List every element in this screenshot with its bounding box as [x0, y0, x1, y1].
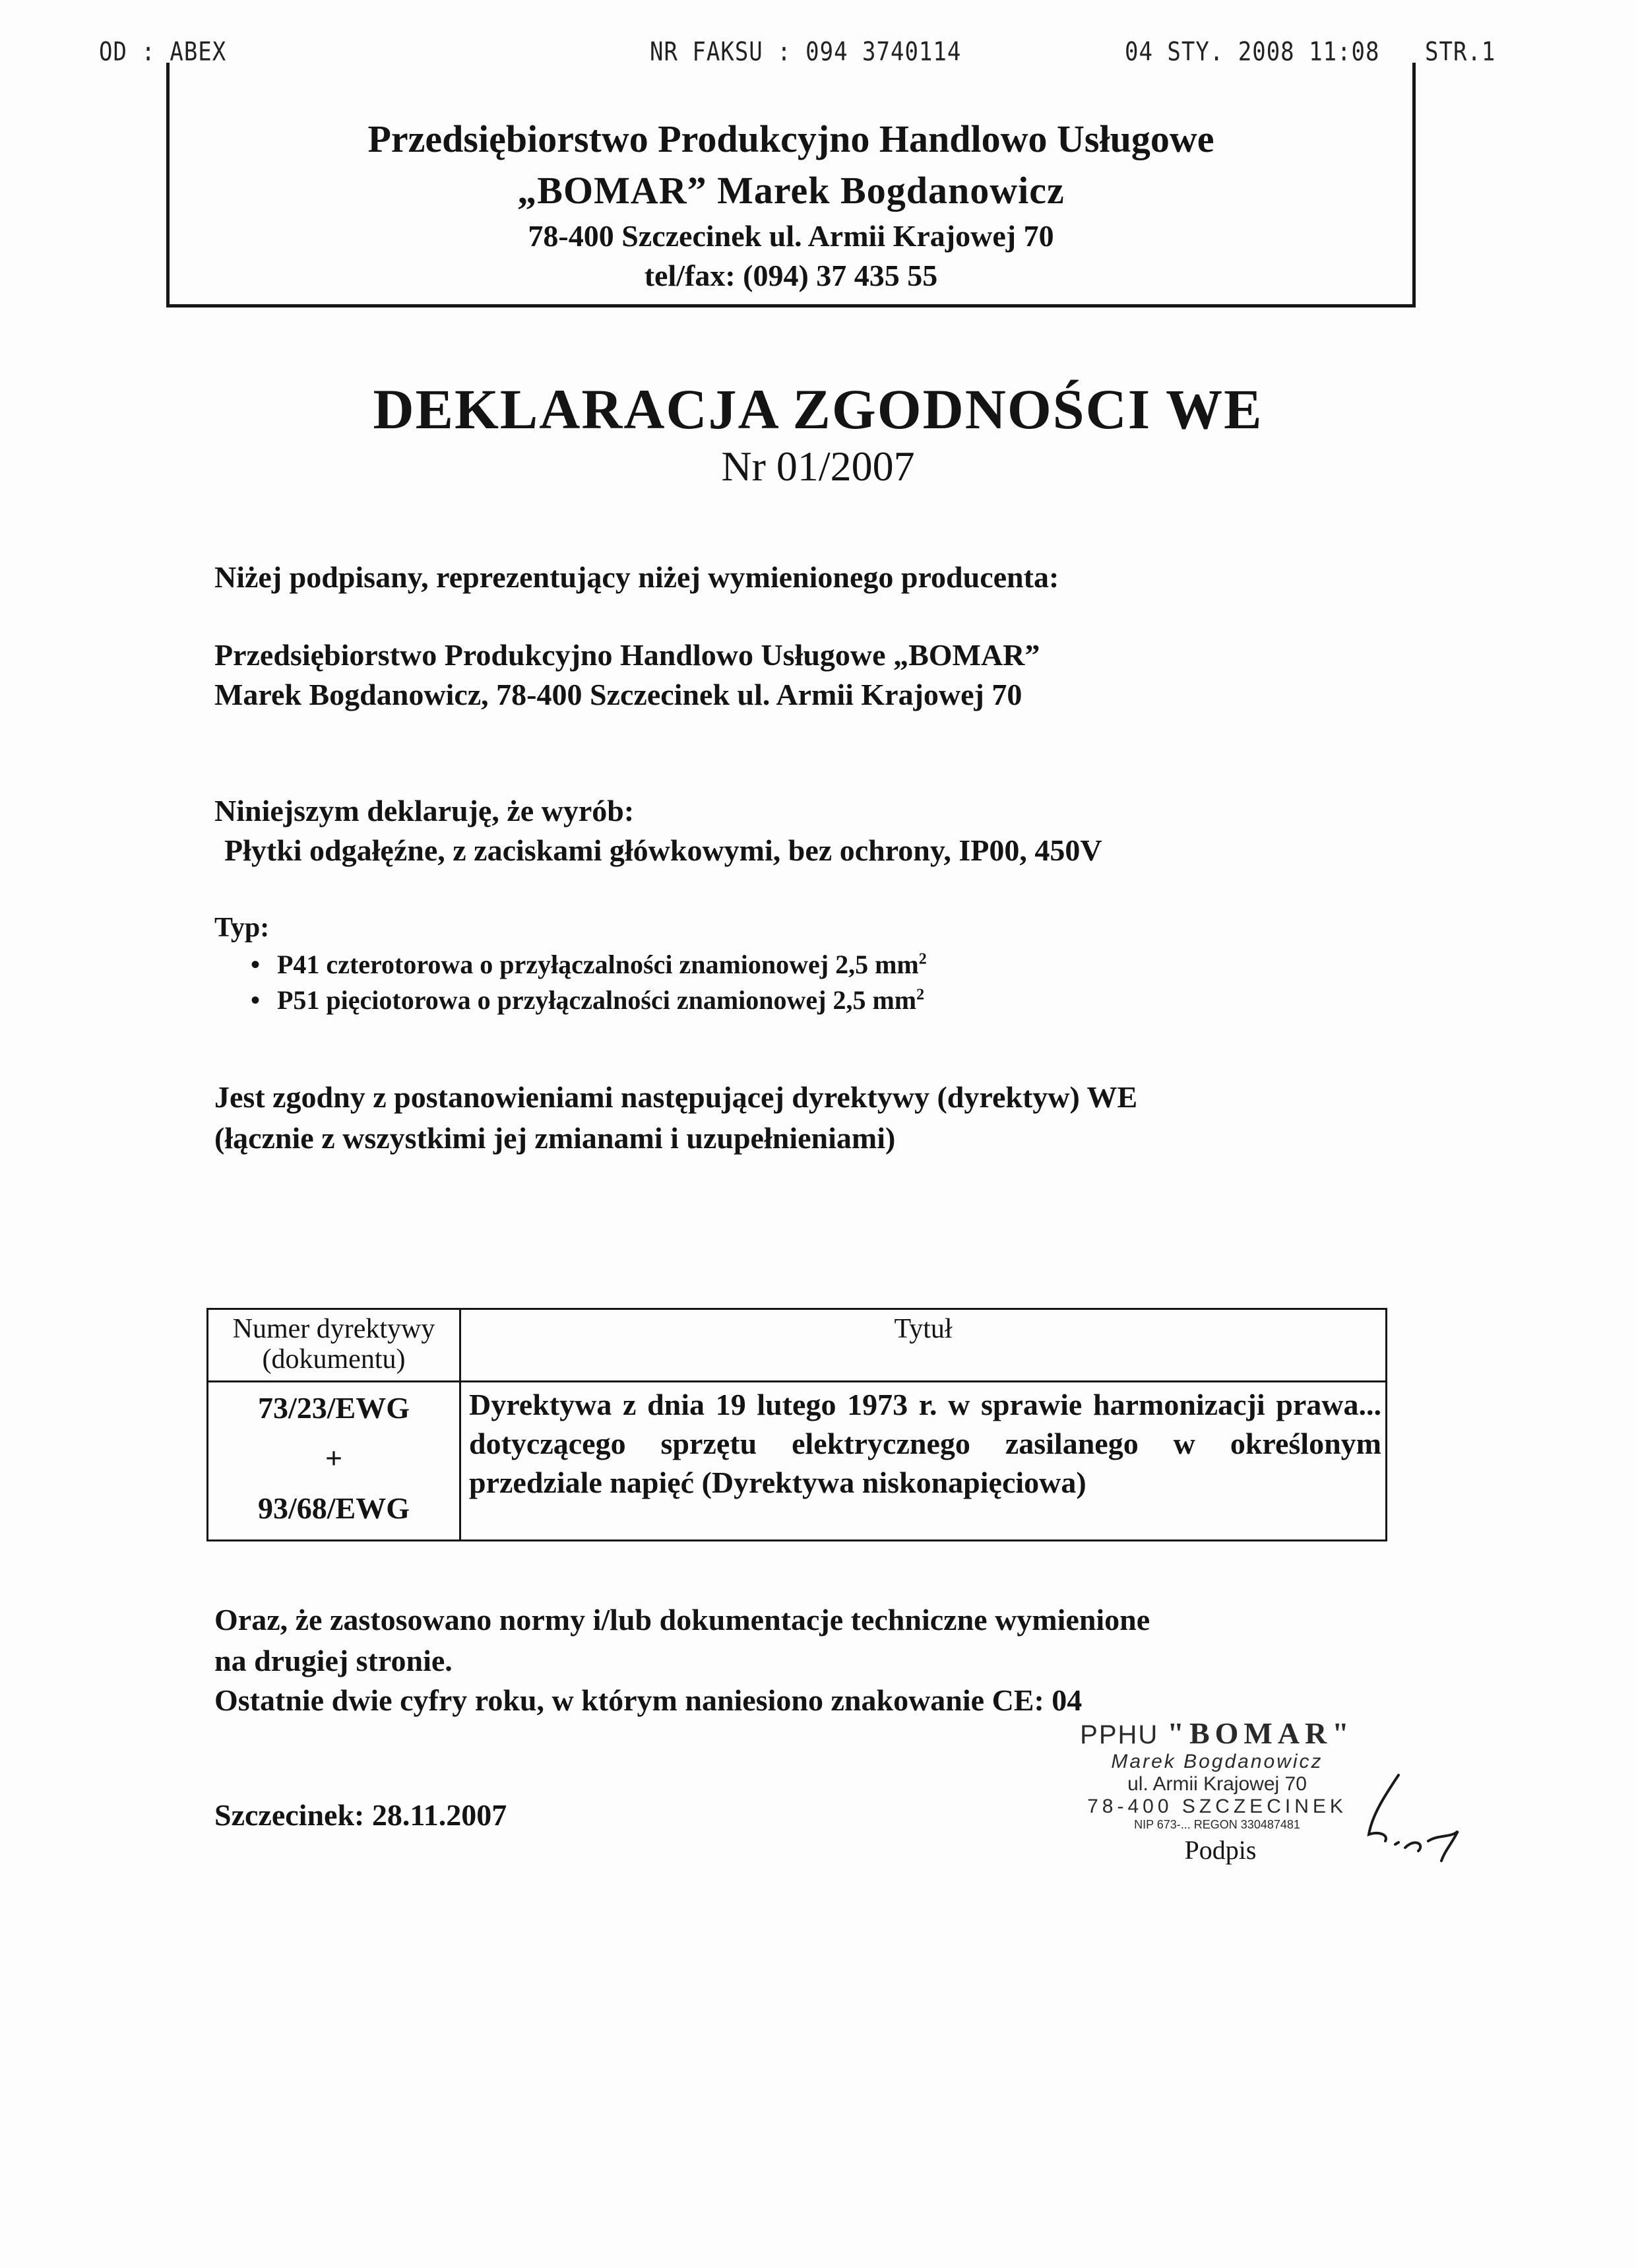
type-item [251, 985, 925, 1016]
handwritten-signature-icon [1359, 1768, 1478, 1867]
closing-line-3: Ostatnie dwie cyfry roku, w którym naniesiono znakowanie CE: 04 [214, 1683, 1083, 1717]
stamp-street: ul. Armii Krajowej 70 [1127, 1773, 1307, 1795]
column-header-title: Tytuł [460, 1309, 1387, 1382]
letterhead-phone: tel/fax: (094) 37 435 55 [644, 259, 938, 292]
bullet-icon: • [251, 985, 261, 1015]
document-title: DEKLARACJA ZGODNOŚCI WE [373, 377, 1263, 441]
types-label: Typ: [214, 913, 270, 943]
type-item [251, 949, 927, 980]
letterhead-address: 78-400 Szczecinek ul. Armii Krajowej 70 [528, 219, 1054, 253]
fax-number: NR FAKSU : 094 3740114 [650, 37, 962, 67]
directive-number-cell [208, 1382, 460, 1541]
type-item-superscript: 2 [918, 950, 927, 968]
stamp-name-line [1032, 1716, 1402, 1751]
directive-number: 73/23/EWG [257, 1391, 410, 1425]
signature-label: Podpis [1184, 1835, 1257, 1865]
producer-line-1: Przedsiębiorstwo Produkcyjno Handlowo Usługowe „BOMAR” [214, 638, 1040, 672]
type-item-text: P51 pięciotorowa o przyłączalności znamionowej 2,5 mm [277, 985, 917, 1015]
fax-page-number: STR.1 [1425, 37, 1496, 67]
letterhead-company: Przedsiębiorstwo Produkcyjno Handlowo Usługowe [367, 117, 1214, 160]
stamp-brand: "BOMAR" [1167, 1716, 1354, 1750]
table-row [208, 1382, 1387, 1541]
producer-line-2: Marek Bogdanowicz, 78-400 Szczecinek ul. Armii Krajowej 70 [214, 678, 1022, 711]
stamp-prefix: PPHU [1080, 1720, 1159, 1749]
directive-number: 93/68/EWG [257, 1491, 410, 1525]
table-header-row [208, 1309, 1387, 1382]
intro-text: Niżej podpisany, reprezentujący niżej wymienionego producenta: [214, 560, 1059, 594]
letterhead-brand: „BOMAR” Marek Bogdanowicz [517, 169, 1065, 212]
declaration-lead: Niniejszym deklaruję, że wyrób: [214, 794, 635, 827]
stamp-owner: Marek Bogdanowicz [1111, 1751, 1323, 1772]
fax-datetime: 04 STY. 2008 11:08 [1125, 37, 1380, 67]
letterhead-box [166, 63, 1416, 308]
conformity-line-1: Jest zgodny z postanowieniami następującej dyrektywy (dyrektyw) WE [214, 1080, 1138, 1114]
type-item-text: P41 czterotorowa o przyłączalności znamionowej 2,5 mm [277, 950, 919, 979]
directive-title: Dyrektywa z dnia 19 lutego 1973 r. w sprawie harmonizacji prawa... dotyczącego sprzętu elektrycznego zasilanego w określonym przedziale napięć (Dyrektywa niskonapięciowa) [460, 1382, 1387, 1541]
product-description: Płytki odgałęźne, z zaciskami główkowymi, bez ochrony, IP00, 450V [224, 833, 1102, 867]
closing-line-1: Oraz, że zastosowano normy i/lub dokumentacje techniczne wymienione [214, 1603, 1150, 1636]
conformity-line-2: (łącznie z wszystkimi jej zmianami i uzupełnieniami) [214, 1121, 896, 1155]
column-header-number: Numer dyrektywy (dokumentu) [208, 1309, 460, 1382]
bullet-icon: • [251, 950, 261, 979]
document-number: Nr 01/2007 [721, 443, 915, 490]
stamp-city: 78-400 SZCZECINEK [1087, 1796, 1347, 1817]
company-stamp [1032, 1716, 1402, 1832]
closing-line-2: na drugiej stronie. [214, 1644, 453, 1677]
stamp-ids: NIP 673-... REGON 330487481 [1134, 1818, 1300, 1831]
directive-table [206, 1308, 1387, 1541]
directive-plus: + [325, 1441, 343, 1475]
place-and-date: Szczecinek: 28.11.2007 [214, 1798, 507, 1832]
fax-sender: OD : ABEX [99, 37, 227, 67]
type-item-superscript: 2 [916, 986, 925, 1004]
